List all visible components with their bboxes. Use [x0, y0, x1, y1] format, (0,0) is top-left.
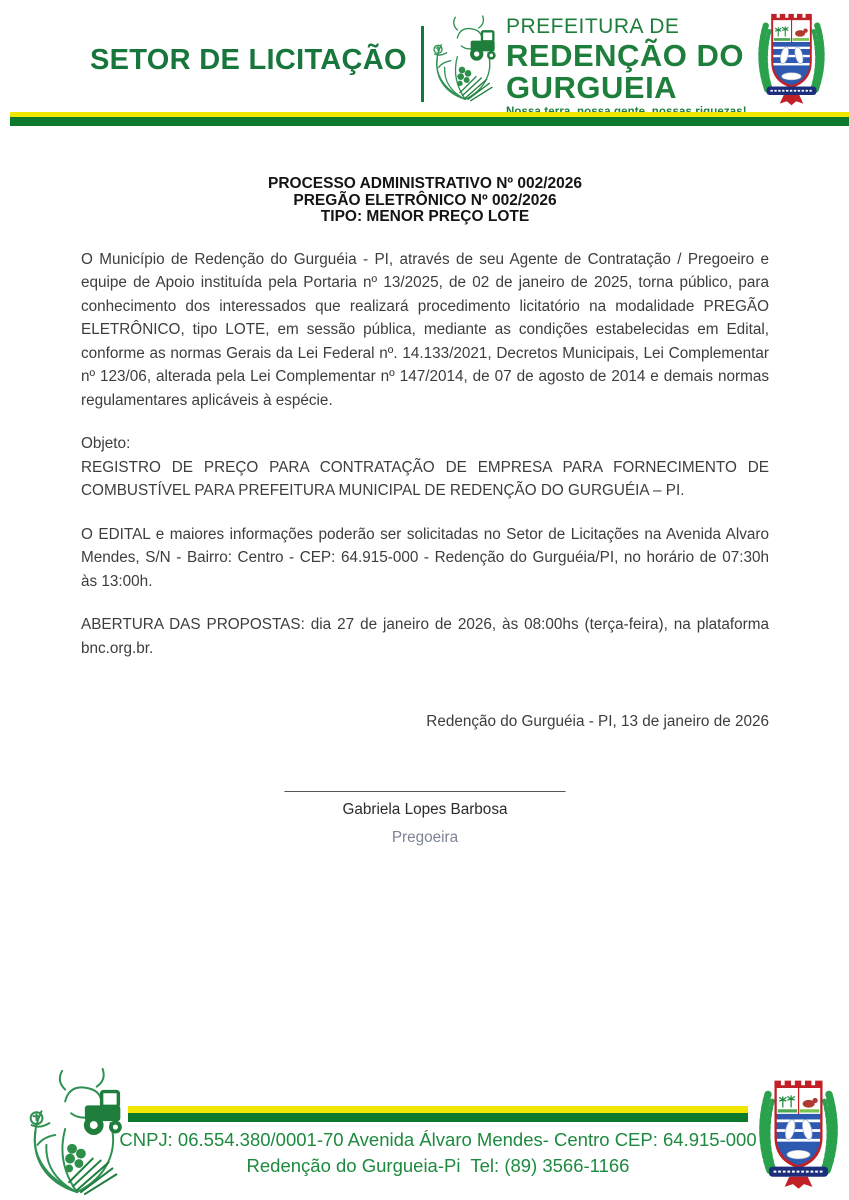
edital-paragraph: O EDITAL e maiores informações poderão ser solicitadas no Setor de Licitações na Avenida Alvaro Mendes, S/N - Bairro: Centro - CEP: 64.915-000 - Redenção do Gurguéia/PI, no horário de 07:30h às 13:00h. [81, 525, 769, 590]
stripe-green-band [128, 1113, 748, 1122]
dateline: Redenção do Gurguéia - PI, 13 de janeiro de 2026 [426, 713, 769, 730]
intro-paragraph: O Município de Redenção do Gurguéia - PI, através de seu Agente de Contratação / Pregoeiro e equipe de Apoio instituída pela Portaria nº 13/2025, de 02 de janeiro de 2025, torna público, para conhecimento dos interessados que realizará procedimento licitatório na modalidade PREGÃO ELETRÔNICO, tipo LOTE, em sessão pública, mediante as condições estabelecidas em Edital, conforme as normas Gerais da Lei Federal nº. 14.133/2021, Decretos Municipais, Lei Complementar nº 123/06, alterada pela Lei Complementar nº 147/2014, de 07 de agosto de 2014 e demais normas regulamentares aplicáveis à espécie. [81, 250, 769, 409]
footer-contact-block [118, 1127, 758, 1179]
object-label: Objeto: [81, 435, 131, 452]
org-prefix: PREFEITURA DE [506, 15, 680, 38]
municipal-emblem-icon [424, 10, 504, 106]
footer-city-phone: Redenção do Gurgueia-Pi Tel: (89) 3566-1166 [246, 1155, 630, 1176]
stripe-yellow-band [128, 1106, 748, 1113]
header-stripe [10, 112, 849, 126]
signature-block [81, 776, 769, 850]
object-text: REGISTRO DE PREÇO PARA CONTRATAÇÃO DE EMPRESA PARA FORNECIMENTO DE COMBUSTÍVEL PARA PREFEITURA MUNICIPAL DE REDENÇÃO DO GURGUÉIA – PI. [81, 458, 769, 499]
coat-of-arms-icon [752, 1076, 845, 1198]
process-number: PROCESSO ADMINISTRATIVO Nº 002/2026 [267, 175, 583, 192]
signatory-role: Pregoeira [391, 829, 459, 846]
document-body [81, 176, 769, 850]
signature-line: _________________________________ [284, 775, 566, 793]
opening-paragraph: ABERTURA DAS PROPOSTAS: dia 27 de janeiro de 2026, às 08:00hs (terça-feira), na plataforma bnc.org.br. [81, 616, 769, 657]
header-org-block [506, 16, 747, 119]
process-title-block [81, 176, 769, 226]
coat-of-arms-icon [744, 10, 839, 113]
auction-number: PREGÃO ELETRÔNICO Nº 002/2026 [293, 191, 557, 209]
auction-type: TIPO: MENOR PREÇO LOTE [320, 208, 530, 225]
org-name-line2: GURGUEIA [506, 70, 678, 105]
object-section [81, 432, 769, 503]
footer-cnpj-address: CNPJ: 06.554.380/0001-70 Avenida Álvaro Mendes- Centro CEP: 64.915-000 [119, 1129, 757, 1150]
department-title: SETOR DE LICITAÇÃO [90, 44, 407, 76]
signatory-name: Gabriela Lopes Barbosa [342, 800, 508, 818]
org-name-line1: REDENÇÃO DO [506, 38, 745, 73]
stripe-green-band [10, 117, 849, 126]
footer-stripe [128, 1106, 748, 1122]
